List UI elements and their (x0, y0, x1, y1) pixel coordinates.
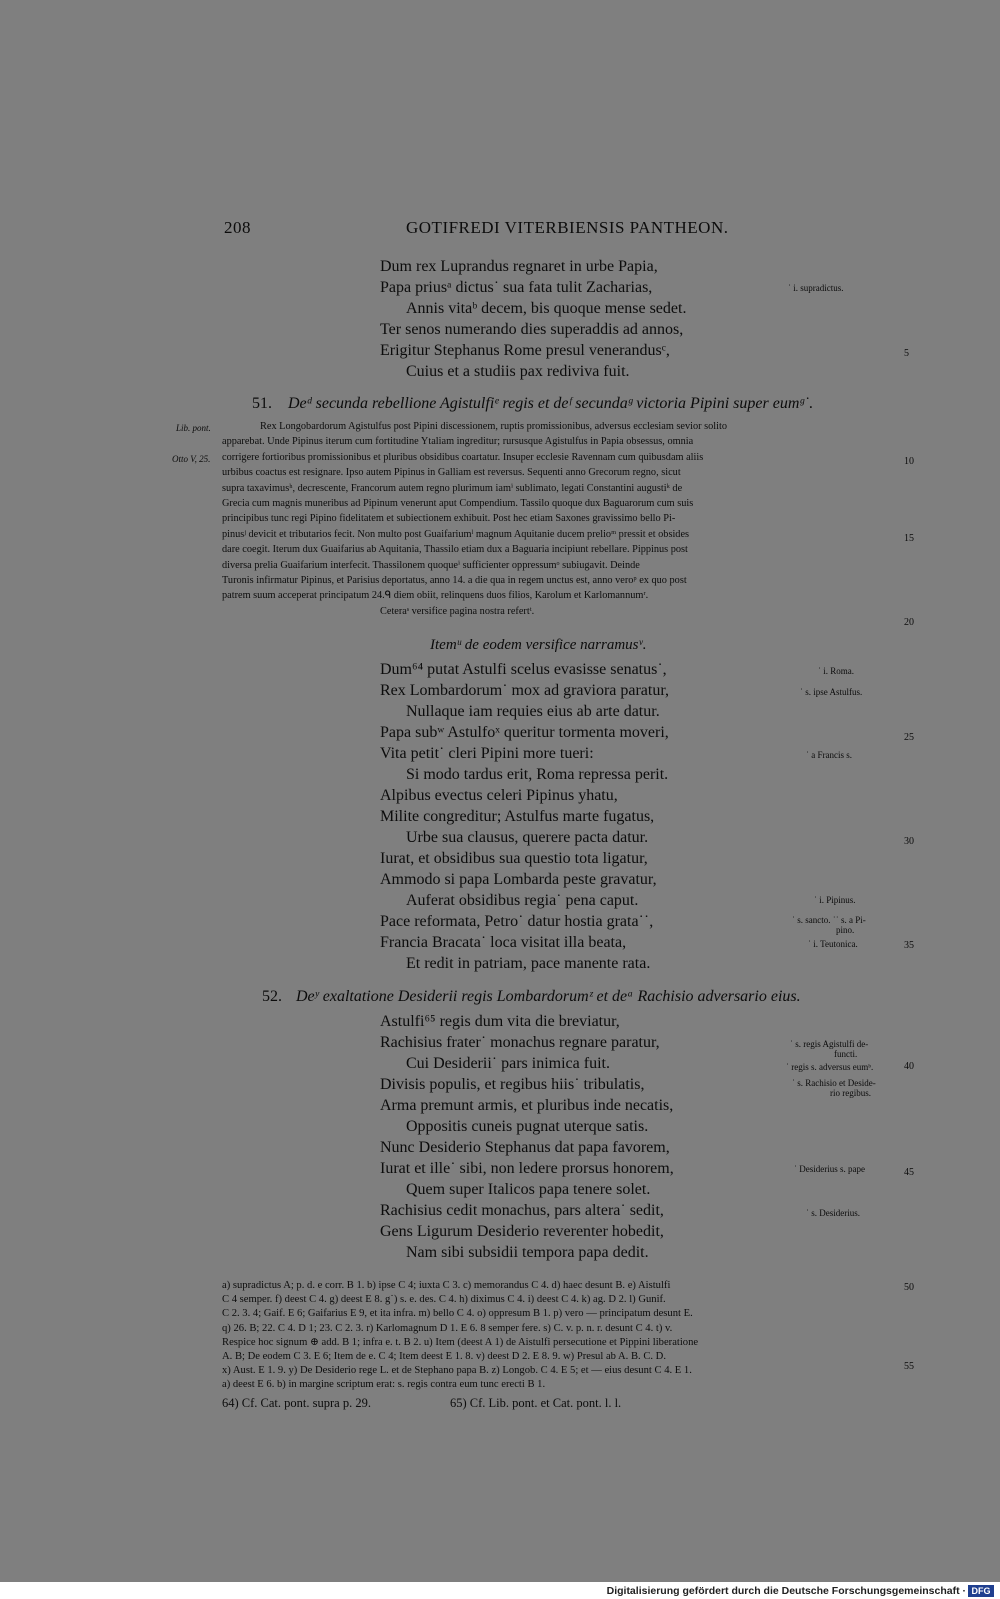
verse-line: Astulfi⁶⁵ regis dum vita die breviatur, (380, 1013, 620, 1030)
interlinear-gloss: ˙ s. ipse Astulfus. (800, 687, 863, 697)
verse-line: Annis vitaᵇ decem, bis quoque mense sedet. (406, 300, 687, 317)
apparatus-line: a) supradictus A; p. d. e corr. B 1. b) ipse C 4; iuxta C 3. c) memorandus C 4. d) haec desunt B. e) Aistulfi (222, 1280, 671, 1291)
verse-line: Iurat et ille˙ sibi, non ledere prorsus honorem, (380, 1160, 674, 1177)
apparatus-line: q) 26. B; 22. C 4. D 1; 23. C 2. 3. r) Karlomagnum D 1. E 6. 8 semper fere. s) C. v. p. n. r. desunt C 4. t) v. (222, 1322, 673, 1334)
verse-line: Quem super Italicos papa tenere solet. (406, 1181, 651, 1198)
line-number: 50 (904, 1282, 914, 1293)
prose-line: principibus tunc regi Pipino fidelitatem et subiectionem exhibuit. Post hec etiam Saxones gravissimo bello Pi- (222, 513, 676, 525)
prose-line: patrem suum acceperat principatum 24.ᑫ diem obiit, relinquens duos filios, Karolum et Karlomannumʳ. (222, 590, 649, 602)
chapter-heading-text: Deᵈ secunda rebellione Agistulfiᵉ regis et deᶠ secundaᵍ victoria Pipini super eumᵍ˙. (288, 395, 814, 412)
apparatus-line: C 2. 3. 4; Gaif. E 6; Gaifarius E 9, et ita infra. m) bello C 4. o) oppresum B 1. p) vero — principatum desunt E. (222, 1308, 693, 1320)
verse-line: Si modo tardus erit, Roma repressa perit. (406, 766, 669, 783)
prose-line: corrigere fortioribus promissionibus et pluribus obsidibus coartatur. Insuper ecclesie Ravennam cum quibusdam aliis (222, 451, 704, 463)
verse-line: Divisis populis, et regibus hiis˙ tribulatis, (380, 1076, 645, 1093)
verse-line: Papa priusᵃ dictus˙ sua fata tulit Zacharias, (380, 279, 653, 296)
interlinear-gloss: ˙ i. Pipinus. (814, 895, 856, 905)
critical-apparatus (222, 1279, 894, 1393)
verse-block-2 (380, 659, 669, 974)
apparatus-line: x) Aust. E 1. 9. y) De Desiderio rege L. et de Stephano papa B. z) Longob. C 4. E 5; et — eius desunt C 4. E 1. (222, 1365, 692, 1377)
verse-line: Oppositis cuneis pugnat uterque satis. (406, 1118, 649, 1135)
verse-line: Papa subʷ Astulfoˣ queritur tormenta moveri, (380, 724, 669, 741)
interlinear-gloss: ˙ regis s. adversus eumᵇ. (786, 1062, 874, 1072)
verse-line: Nullaque iam requies eius ab arte datur. (406, 703, 660, 720)
source-reference: Lib. pont. (176, 423, 211, 433)
prose-line: Ceteraˢ versifice pagina nostra refertᵗ. (380, 605, 535, 617)
chapter-heading (296, 988, 801, 1006)
line-number: 45 (904, 1167, 914, 1178)
verse-line: Dum⁶⁴ putat Astulfi scelus evasisse senatus˙, (380, 661, 667, 678)
prose-line: Grecia cum magnis muneribus ad Pipinum venerunt aput Compendium. Tassilo quoque dux Baguarorum cum suis (222, 497, 694, 509)
verse-line: Gens Ligurum Desiderio reverenter hobedit, (380, 1223, 664, 1240)
interlinear-gloss: ˙ s. Rachisio et Deside- (792, 1078, 876, 1088)
footnote: 64) Cf. Cat. pont. supra p. 29. (222, 1396, 371, 1410)
verse-line: Rachisius frater˙ monachus regnare paratur, (380, 1034, 660, 1051)
prose-line: supra taxavimusʰ, decrescente, Francorum autem regno plurimum iamⁱ sublimato, legati Constantini augustiᵏ de (222, 482, 683, 494)
apparatus-line: Respice hoc signum ⊕ add. B 1; infra e. t. B 2. u) Item (deest A 1) de Aistulfi persecutione et Pippini liberatione (222, 1336, 699, 1348)
dfg-logo-icon: DFG (968, 1585, 994, 1597)
prose-block (222, 419, 898, 619)
verse-line: Francia Bracata˙ loca visitat illa beata, (380, 934, 627, 951)
apparatus-line: A. B; De eodem C 3. E 6; Item de e. C 4; Item deest E 1. 8. v) deest D 2. E 8. 9. w) Presul ab A. B. C. D. (222, 1350, 666, 1362)
apparatus-line: a) deest E 6. b) in margine scriptum erat: s. regis contra eum tunc erecti B 1. (222, 1379, 546, 1391)
line-number: 5 (904, 348, 909, 359)
line-number: 15 (904, 533, 914, 544)
section-subheading: Itemᵘ de eodem versifice narramusᵛ. (430, 637, 647, 653)
interlinear-gloss: functi. (834, 1049, 858, 1059)
verse-line: Erigitur Stephanus Rome presul venerandusᶜ, (380, 342, 670, 359)
interlinear-gloss: ˙ s. sancto. ˙˙ s. a Pi- (792, 915, 866, 925)
page-number: 208 (224, 218, 251, 237)
interlinear-gloss: ˙ i. Teutonica. (808, 939, 858, 949)
line-number: 25 (904, 732, 914, 743)
verse-line: Et redit in patriam, pace manente rata. (406, 955, 651, 972)
verse-line: Rex Lombardorum˙ mox ad graviora paratur, (380, 682, 670, 699)
verse-line: Ammodo si papa Lombarda peste gravatur, (380, 871, 657, 888)
footnote: 65) Cf. Lib. pont. et Cat. pont. l. l. (450, 1396, 622, 1410)
verse-line: Rachisius cedit monachus, pars altera˙ sedit, (380, 1202, 664, 1219)
verse-line: Vita petit˙ cleri Pipini more tueri: (380, 745, 594, 762)
running-title: GOTIFREDI VITERBIENSIS PANTHEON. (406, 218, 729, 237)
verse-line: Pace reformata, Petro˙ datur hostia grata˙˙, (380, 913, 654, 930)
verse-line: Iurat, et obsidibus sua questio tota ligatur, (380, 850, 648, 867)
interlinear-gloss: ˙ i. Roma. (818, 666, 854, 676)
prose-line: Turonis infirmatur Pipinus, et Parisius deportatus, anno 14. a die qua in regem unctus est, anno veroᵖ ex quo post (222, 574, 687, 586)
verse-block-3 (380, 1011, 674, 1263)
verse-line: Arma premunt armis, et pluribus inde necatis, (380, 1097, 674, 1114)
chapter-number: 51. (252, 395, 272, 412)
verse-line: Dum rex Luprandus regnaret in urbe Papia, (380, 258, 658, 275)
funding-notice: Digitalisierung gefördert durch die Deutsche Forschungsgemeinschaft · (606, 1585, 966, 1597)
interlinear-gloss: ˙ Desiderius s. pape (794, 1164, 865, 1174)
chapter-heading (288, 395, 813, 413)
verse-line: Cui Desiderii˙ pars inimica fuit. (406, 1055, 610, 1072)
verse-line: Nam sibi subsidii tempora papa dedit. (406, 1244, 649, 1261)
prose-line: pinusʲ devicit et tributarios fecit. Non multo post Guaifariumˡ magnum Aquitanie ducem prelioᵐ pressit et obsides (222, 528, 690, 540)
prose-line: dare coegit. Iterum dux Guaifarius ab Aquitania, Thassilo etiam dux a Baguaria incipiunt rebellare. Pippinus post (222, 544, 688, 556)
line-number: 10 (904, 456, 914, 467)
source-reference: Otto V, 25. (172, 454, 211, 464)
line-number: 30 (904, 836, 914, 847)
chapter-heading-text: Deʸ exaltatione Desiderii regis Lombardorumᶻ et deᵃ Rachisio adversario eius. (296, 988, 801, 1005)
verse-line: Auferat obsidibus regia˙ pena caput. (406, 892, 639, 909)
interlinear-gloss: ˙ s. Desiderius. (806, 1208, 860, 1218)
prose-line: apparebat. Unde Pipinus iterum cum fortitudine Ytaliam ingreditur; rursusque Agistulfus in Papia obsessus, omnia (222, 436, 694, 448)
verse-line: Nunc Desiderio Stephanus dat papa favorem, (380, 1139, 670, 1156)
interlinear-gloss: pino. (836, 925, 855, 935)
prose-line: diversa prelia Guaifarium interfecit. Thassilonem quoqueⁱ sufficienter oppressumᵒ subiugavit. Deinde (222, 559, 640, 571)
line-number: 35 (904, 940, 914, 951)
interlinear-gloss: ˙ a Francis s. (806, 750, 852, 760)
verse-line: Milite congreditur; Astulfus marte fugatus, (380, 808, 655, 825)
interlinear-gloss: rio regibus. (830, 1088, 871, 1098)
line-number: 40 (904, 1061, 914, 1072)
verse-line: Urbe sua clausus, querere pacta datur. (406, 829, 649, 846)
apparatus-line: C 4 semper. f) deest C 4. g) deest E 8. g˙) s. e. des. C 4. h) diximus C 4. i) deest C 4. k) ag. D 2. l) Gunif. (222, 1294, 666, 1306)
verse-line: Cuius et a studiis pax rediviva fuit. (406, 363, 630, 380)
interlinear-gloss: ˙ s. regis Agistulfi de- (790, 1039, 869, 1049)
verse-line: Ter senos numerando dies superaddis ad annos, (380, 321, 684, 338)
line-number: 55 (904, 1361, 914, 1372)
interlinear-gloss: ˙ i. supradictus. (788, 283, 844, 293)
verse-line: Alpibus evectus celeri Pipinus yhatu, (380, 787, 618, 804)
verse-block-1 (380, 256, 686, 382)
prose-line: urbibus coactus est resignare. Ipso autem Pipinus in Galliam est reversus. Sequenti anno Grecorum regno, sicut (222, 467, 681, 479)
line-number: 20 (904, 617, 914, 628)
prose-line: Rex Longobardorum Agistulfus post Pipini discessionem, ruptis promissionibus, adversus ecclesiam sevior solito (260, 421, 728, 432)
chapter-number: 52. (262, 988, 282, 1005)
